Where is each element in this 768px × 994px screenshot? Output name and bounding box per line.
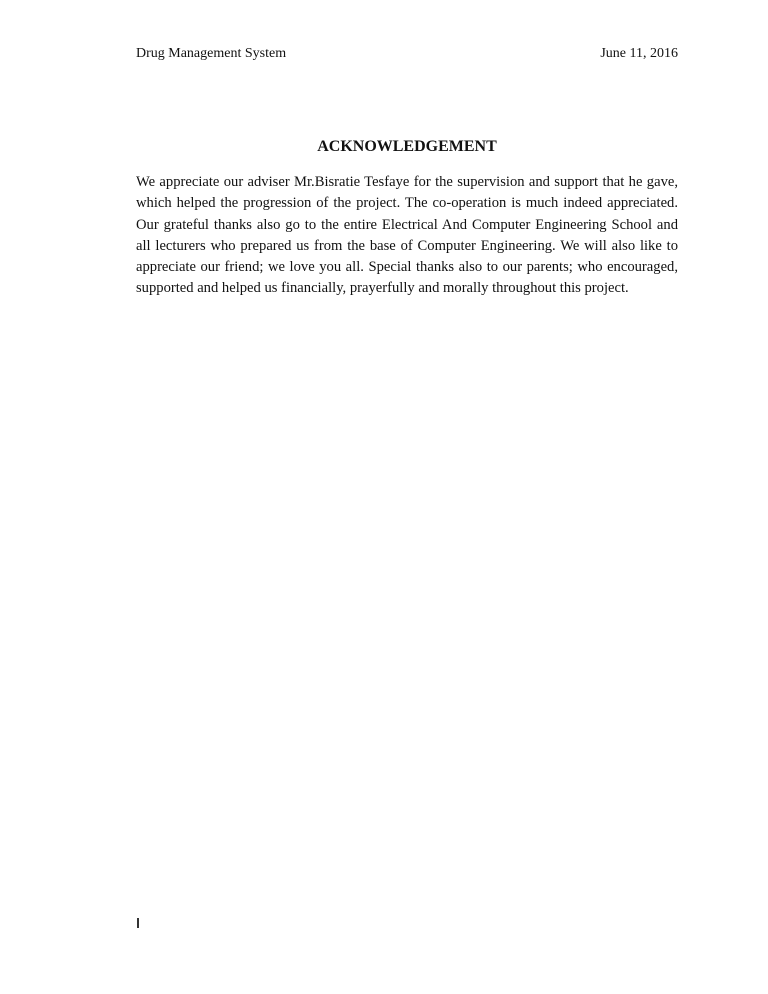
page-header <box>136 45 678 63</box>
page-number-marker <box>137 918 139 928</box>
header-document-title: Drug Management System <box>136 46 287 61</box>
section-title: ACKNOWLEDGEMENT <box>317 138 497 155</box>
header-date: June 11, 2016 <box>600 46 678 61</box>
acknowledgement-paragraph: We appreciate our adviser Mr.Bisratie Tesfaye for the supervision and support that he gave, which helped the progression of the project. The co-operation is much indeed appreciated. Our grateful thanks also go to the entire Electrical And Computer Engineering School and all lecturers who prepared us from the base of Computer Engineering. We will also like to appreciate our friend; we love you all. Special thanks also to our parents; who encouraged, supported and helped us financially, prayerfully and morally throughout this project. <box>136 174 678 297</box>
